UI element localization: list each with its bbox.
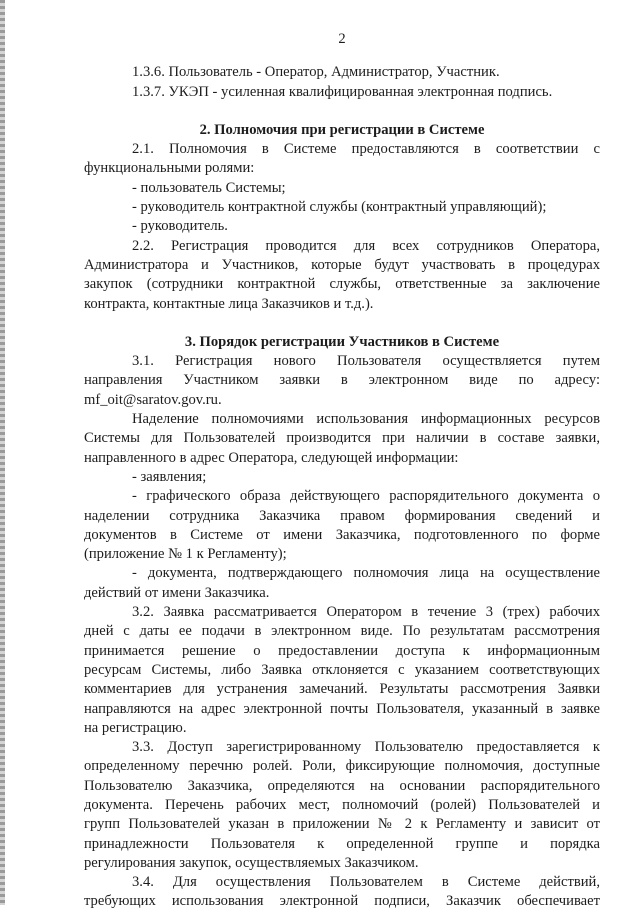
document-page (84, 30, 600, 912)
text-line: дней с даты ее подачи в электронном виде. По результатам рассмотрения (84, 623, 600, 640)
text-line: 1.3.7. УКЭП - усиленная квалифицированная электронная подпись. (132, 83, 553, 100)
text-line: принадлежности Пользователя к определенной группе и порядка (84, 835, 600, 852)
text-line: регулирования закупок, осуществляемых Заказчиком. (84, 854, 419, 871)
section-2-body (84, 140, 600, 314)
section-3-body (84, 352, 600, 912)
text-line: Системы для Пользователей производится при наличии в составе заявки, (84, 430, 600, 447)
text-line: документов в Системе от имени Заказчика, подготовленного по форме (84, 526, 600, 543)
text-line: (приложение № 1 к Регламенту); (84, 546, 287, 563)
section-3-title: 3. Порядок регистрации Участников в Системе (184, 333, 500, 350)
text-line: действий от имени Заказчика. (84, 584, 270, 601)
page-number: 2 (338, 31, 346, 47)
text-line: - заявления; (132, 468, 207, 485)
text-line: - пользователь Системы; (132, 179, 286, 196)
text-line: - документа, подтверждающего полномочия лица на осуществление (132, 565, 600, 582)
text-line: - руководитель. (132, 218, 228, 235)
text-line: документа. Перечень рабочих мест, полномочий (ролей) Пользователей и (84, 796, 600, 813)
text-line: контракта, контактные лица Заказчиков и т.д.). (84, 295, 374, 312)
text-line: определенному перечню ролей. Роли, фиксирующие полномочия, доступные (84, 758, 600, 775)
text-line: 3.1. Регистрация нового Пользователя осуществляется путем (132, 353, 600, 370)
text-line: 2.2. Регистрация проводится для всех сотрудников Оператора, (132, 237, 600, 254)
text-line: требующих использования электронной подписи, Заказчик обеспечивает (84, 893, 600, 910)
text-line: комментариев для устранения замечаний. Результаты рассмотрения Заявки (84, 681, 600, 698)
text-line: - графического образа действующего распорядительного документа о (132, 488, 600, 505)
scan-edge (0, 0, 5, 905)
text-line: наделении сотрудника Заказчика правом формирования сведений и (84, 507, 600, 524)
text-line: направленного в адрес Оператора, следующей информации: (84, 449, 459, 466)
text-line: направляются на адрес электронной почты Пользователя, указанный в заявке (84, 700, 600, 717)
intro-block (84, 63, 600, 102)
text-line: Администратора и Участников, которые будут участвовать в процедурах (84, 256, 600, 273)
text-line: 3.4. Для осуществления Пользователем в Системе действий, (132, 874, 600, 891)
text-line: направления Участником заявки в электронном виде по адресу: (84, 372, 600, 389)
text-line: 1.3.6. Пользователь - Оператор, Администратор, Участник. (132, 64, 500, 81)
text-line: принимается решение о предоставлении доступа к информационным (84, 642, 600, 659)
text-line: 2.1. Полномочия в Системе предоставляются в соответствии с (132, 141, 600, 158)
text-line: mf_oit@saratov.gov.ru. (84, 391, 222, 408)
text-line: - руководитель контрактной службы (контрактный управляющий); (132, 199, 547, 216)
text-line: Наделение полномочиями использования информационных ресурсов (132, 411, 600, 428)
text-line: ресурсам Системы, либо Заявка отклоняется с указанием соответствующих (84, 661, 600, 678)
text-line: групп Пользователей указан в приложении № 2 к Регламенту и зависит от (84, 816, 600, 833)
section-2-title: 2. Полномочия при регистрации в Системе (199, 121, 485, 138)
text-line: закупок (сотрудники контрактной службы, ответственные за заключение (84, 276, 600, 293)
text-line: 3.3. Доступ зарегистрированному Пользователю предоставляется к (132, 739, 600, 756)
text-line: 3.2. Заявка рассматривается Оператором в течение 3 (трех) рабочих (132, 604, 600, 621)
text-line: функциональными ролями: (84, 160, 255, 177)
text-line: на регистрацию. (84, 719, 187, 736)
text-line: Пользователю Заказчика, определяются на основании распорядительного (84, 777, 600, 794)
